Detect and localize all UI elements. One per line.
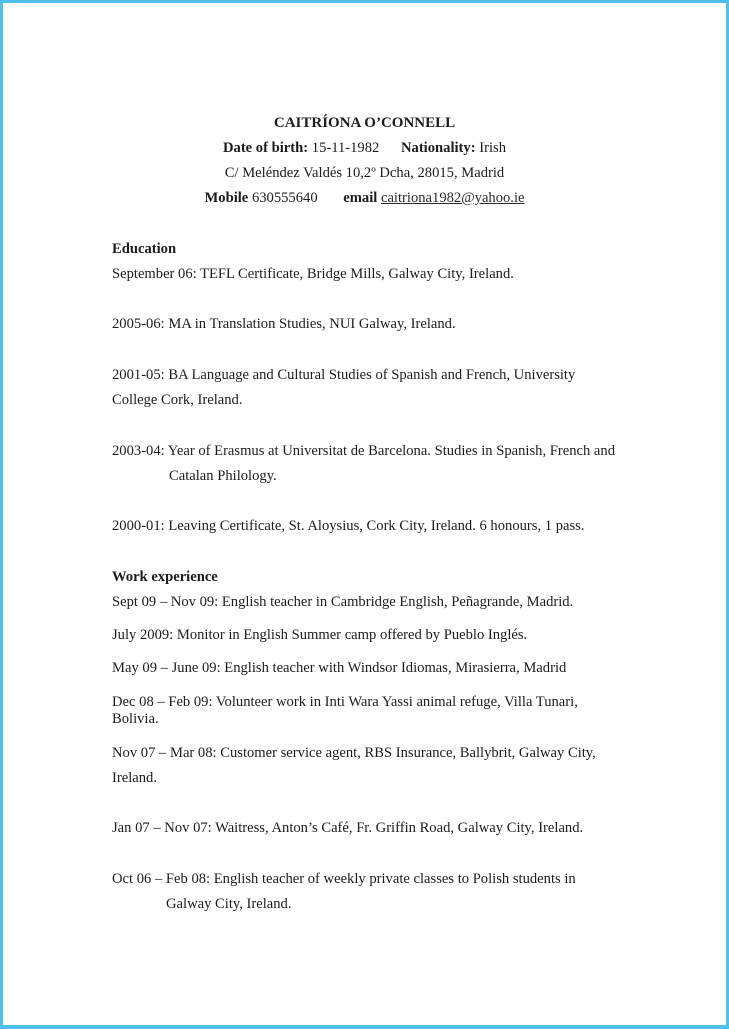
education-item-continued: College Cork, Ireland. — [112, 392, 243, 408]
education-item: 2003-04: Year of Erasmus at Universitat de Barcelona. Studies in Spanish, French and — [112, 443, 615, 459]
education-item-continued: Catalan Philology. — [169, 468, 277, 484]
work-item-continued: Bolivia. — [112, 711, 159, 727]
education-item: 2001-05: BA Language and Cultural Studies of Spanish and French, University — [112, 367, 576, 383]
nationality-label: Nationality: — [400, 140, 476, 156]
work-item: Sept 09 – Nov 09: English teacher in Cambridge English, Peñagrande, Madrid. — [112, 594, 574, 610]
work-item: May 09 – June 09: English teacher with Windsor Idiomas, Mirasierra, Madrid — [112, 660, 567, 676]
education-item: 2005-06: MA in Translation Studies, NUI Galway, Ireland. — [112, 316, 456, 332]
work-item: Oct 06 – Feb 08: English teacher of weekly private classes to Polish students in — [112, 871, 576, 887]
work-item: July 2009: Monitor in English Summer camp offered by Pueblo Inglés. — [112, 627, 528, 643]
work-experience-heading: Work experience — [112, 569, 218, 585]
email-label: email — [343, 190, 378, 206]
education-heading: Education — [112, 241, 177, 257]
address: C/ Meléndez Valdés 10,2º Dcha, 28015, Madrid — [224, 165, 505, 181]
education-item: September 06: TEFL Certificate, Bridge Mills, Galway City, Ireland. — [112, 266, 514, 282]
mobile-label: Mobile — [204, 190, 249, 206]
nationality-value: Irish — [479, 140, 506, 156]
mobile-value: 630555640 — [251, 190, 318, 206]
dob-label: Date of birth: — [222, 140, 309, 156]
personal-details-line — [0, 140, 729, 157]
work-item: Dec 08 – Feb 09: Volunteer work in Inti Wara Yassi animal refuge, Villa Tunari, — [112, 694, 578, 710]
education-item: 2000-01: Leaving Certificate, St. Aloysius, Cork City, Ireland. 6 honours, 1 pass. — [112, 518, 585, 534]
work-item: Jan 07 – Nov 07: Waitress, Anton’s Café, Fr. Griffin Road, Galway City, Ireland. — [112, 820, 584, 836]
email-link[interactable]: caitriona1982@yahoo.ie — [380, 190, 525, 206]
work-item: Nov 07 – Mar 08: Customer service agent, RBS Insurance, Ballybrit, Galway City, — [112, 745, 596, 761]
work-item-continued: Ireland. — [112, 770, 157, 786]
candidate-name: CAITRÍONA O’CONNELL — [273, 115, 456, 131]
contact-line — [0, 190, 729, 207]
work-item-continued: Galway City, Ireland. — [166, 896, 292, 912]
dob-value: 15-11-1982 — [311, 140, 380, 156]
